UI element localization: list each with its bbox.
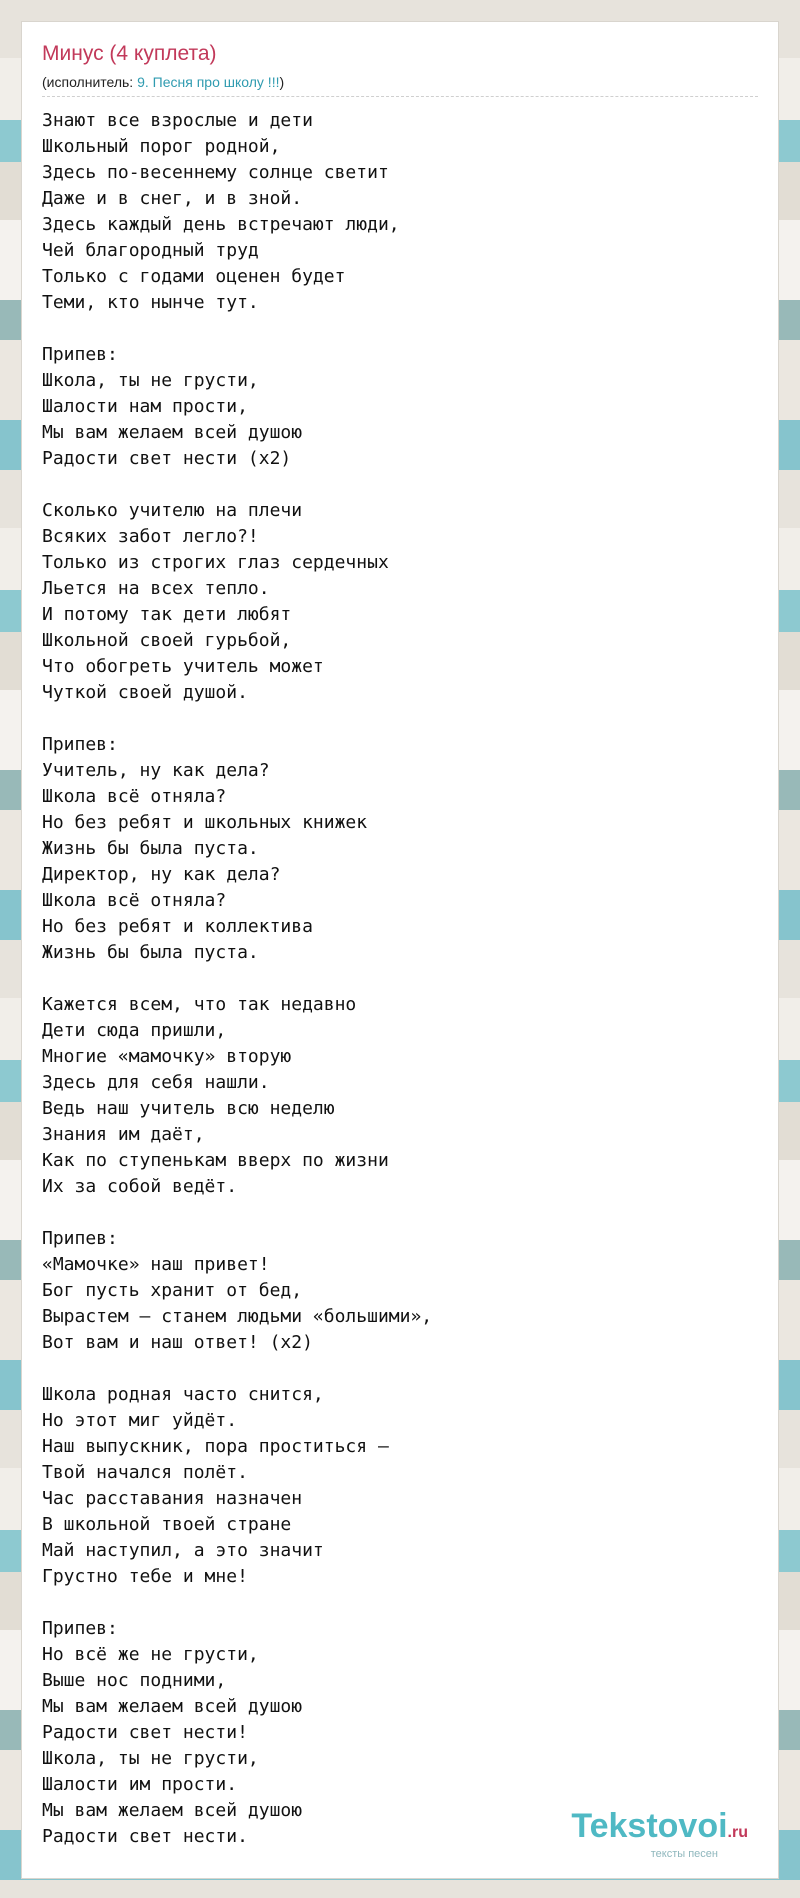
artist-link[interactable]: 9. Песня про школу !!!	[137, 74, 280, 90]
logo-name: Tekstovoi	[571, 1807, 728, 1845]
artist-line	[42, 74, 758, 97]
site-logo[interactable]	[571, 1809, 748, 1860]
lyrics-card	[22, 22, 778, 1878]
logo-wordmark	[571, 1809, 748, 1850]
song-lyrics: Знают все взрослые и дети Школьный порог родной, Здесь по-весеннему солнце светит Даже и в снег, и в зной. Здесь каждый день встречают люди, Чей благородный труд Только с годами оценен будет Теми, кто нынче тут. Припев: Школа, ты не грусти, Шалости нам прости, Мы вам желаем всей душою Радости свет нести (х2) Сколько учителю на плечи Всяких забот легло?! Только из строгих глаз сердечных Льется на всех тепло. И потому так дети любят Школьной своей гурьбой, Что обогреть учитель может Чуткой своей душой. Припев: Учитель, ну как дела? Школа всё отняла? Но без ребят и школьных книжек Жизнь бы была пуста. Директор, ну как дела? Школа всё отняла? Но без ребят и коллектива Жизнь бы была пуста. Кажется всем, что так недавно Дети сюда пришли, Многие «мамочку» вторую Здесь для себя нашли. Ведь наш учитель всю неделю Знания им даёт, Как по ступенькам вверх по жизни Их за собой ведёт. Припев: «Мамочке» наш привет! Бог пусть хранит от бед, Вырастем – станем людьми «большими», Вот вам и наш ответ! (х2) Школа родная часто снится, Но этот миг уйдёт. Наш выпускник, пора проститься – Твой начался полёт. Час расставания назначен В школьной твоей стране Май наступил, а это значит Грустно тебе и мне! Припев: Но всё же не грусти, Выше нос подними, Мы вам желаем всей душою Радости свет нести! Школа, ты не грусти, Шалости им прости. Мы вам желаем всей душою Радости свет нести.	[42, 110, 433, 1847]
song-title: Минус (4 куплета)	[42, 42, 217, 65]
artist-suffix: )	[279, 74, 285, 90]
logo-tagline: тексты песен	[650, 1848, 718, 1860]
artist-prefix: (исполнитель:	[42, 74, 138, 90]
logo-tld: .ru	[727, 1824, 748, 1841]
